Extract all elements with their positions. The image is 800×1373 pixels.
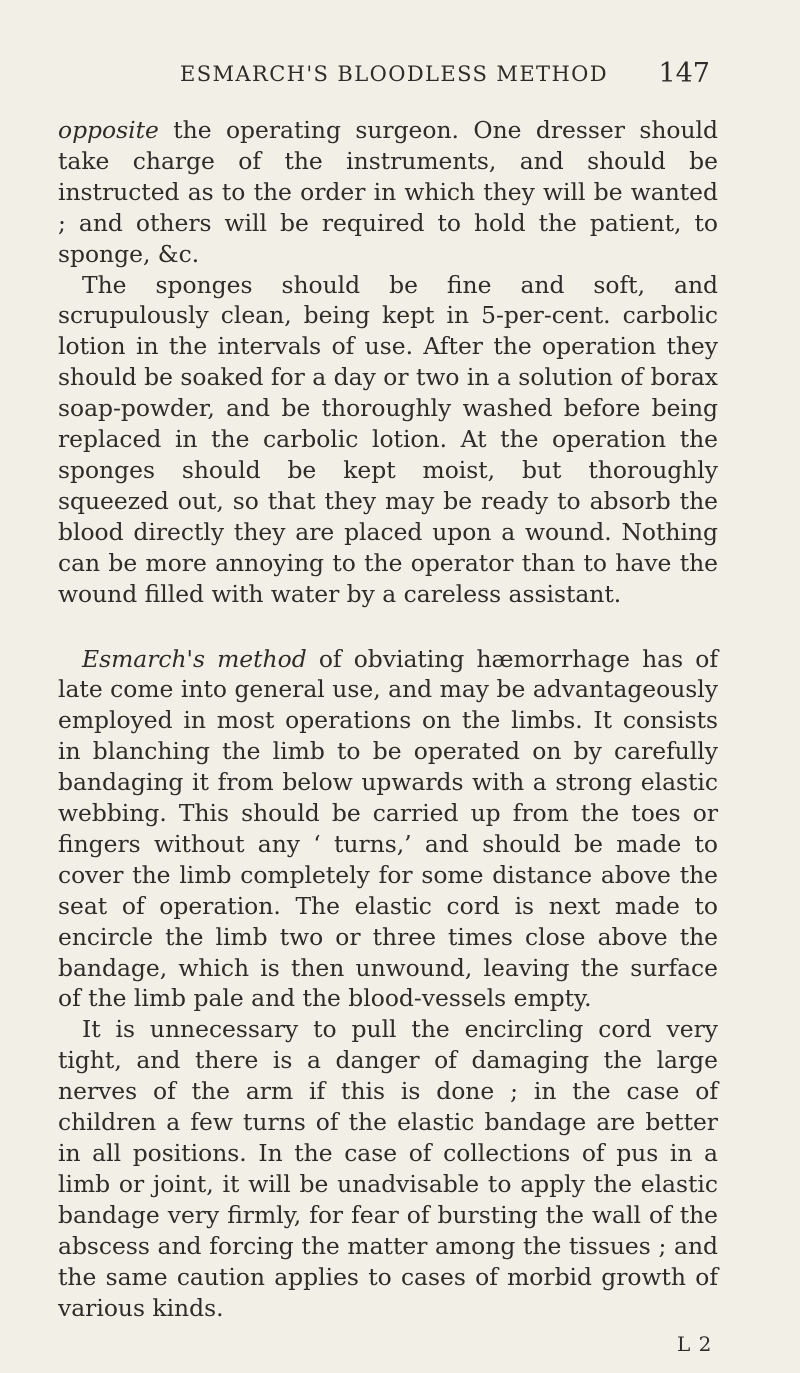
paragraph-2 [58, 270, 718, 610]
paragraph-1-text: the operating surgeon. One dresser should take charge of the instruments, and should be instructed as to the order in which they will be wanted ; and others will be required to hold the patient, to sponge, &c. [58, 116, 718, 268]
paragraph-2-text: The sponges should be fine and soft, and scrupulously clean, being kept in 5-per-cent. carbolic lotion in the intervals of use. After the operation they should be soaked for a day or two in a solution of borax soap-powder, and be thoroughly washed before being replaced in the carbolic lotion. At the operation the sponges should be kept moist, but thoroughly squeezed out, so that they may be ready to absorb the blood directly they are placed upon a wound. Nothing can be more annoying to the operator than to have the wound filled with water by a careless assistant. [58, 270, 718, 608]
page-number: 147 [658, 58, 710, 89]
paragraph-4-text: It is unnecessary to pull the encircling cord very tight, and there is a danger of damaging the large nerves of the arm if this is done ; in the case of children a few turns of the elastic bandage are better in all positions. In the case of collections of pus in a limb or joint, it will be unadvisable to apply the elastic bandage very firmly, for fear of bursting the wall of the abscess and forcing the matter among the tissues ; and the same caution applies to cases of morbid growth of various kinds. [58, 1015, 718, 1322]
running-head [180, 58, 710, 90]
paragraph-3-text: of obviating hæmorrhage has of late come into general use, and may be advantageously employed in most operations on the limbs. It consists in blanching the limb to be operated on by carefully bandaging it from below upwards with a strong elastic webbing. This should be carried up from the toes or fingers without any ‘ turns,’ and should be made to cover the limb completely for some distance above the seat of operation. The elastic cord is next made to encircle the limb two or three times close above the bandage, which is then unwound, leaving the surface of the limb pale and the blood-vessels empty. [58, 644, 718, 1013]
paragraph-1 [58, 115, 718, 270]
paragraph-1-lead: opposite [58, 116, 159, 144]
paragraph-3-lead: Esmarch's method [82, 644, 307, 673]
paragraph-4 [58, 1014, 718, 1323]
paragraph-3 [58, 644, 718, 1015]
body-text [58, 115, 718, 1323]
signature-mark: L 2 [677, 1332, 713, 1356]
running-title: ESMARCH'S BLOODLESS METHOD [180, 62, 609, 86]
